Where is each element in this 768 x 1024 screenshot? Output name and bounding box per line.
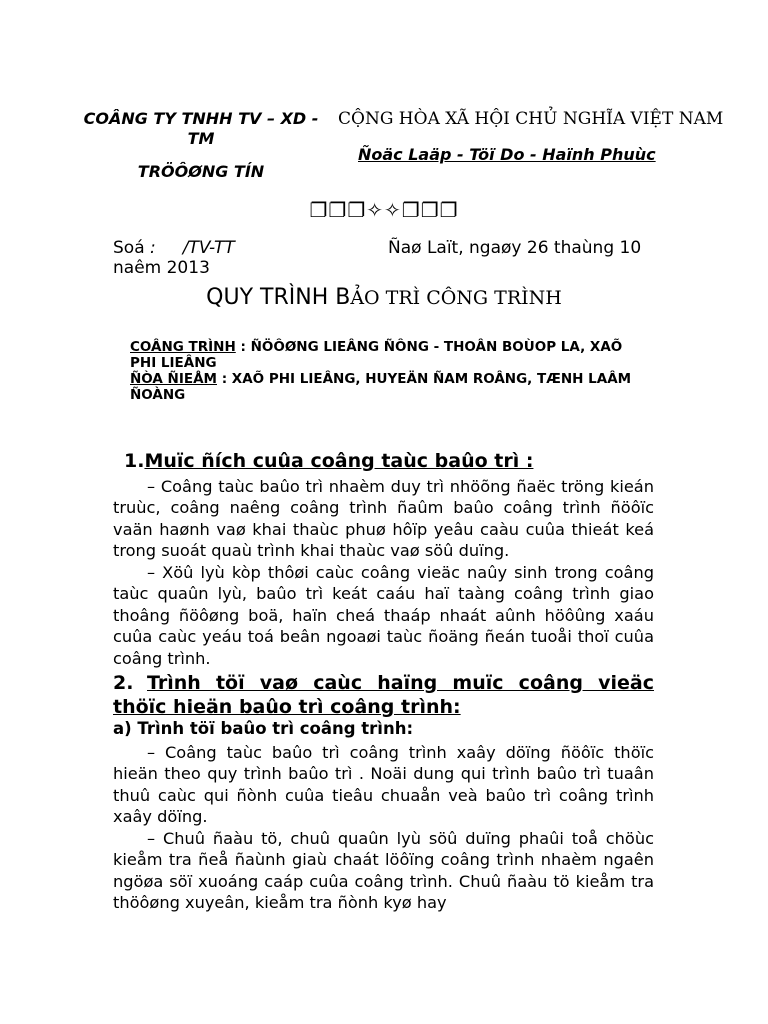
project-info <box>130 339 650 403</box>
republic-title: CỘNG HÒA XÃ HỘI CHỦ NGHĨA VIỆT NAM <box>338 109 724 129</box>
company-name-line1: COÂNG TY TNHH TV – XD - TM <box>83 109 319 148</box>
document-title-part2: ẢO TRÌ CÔNG TRÌNH <box>350 287 562 309</box>
section1-paragraph2 <box>113 562 654 669</box>
section1-paragraph1 <box>113 476 654 562</box>
company-name-line2: TRÖÔØNG TÍN <box>137 162 265 181</box>
project-label: COÂNG TRÌNH <box>130 339 236 355</box>
section1-number: 1. <box>124 450 145 472</box>
document-number <box>113 238 235 258</box>
national-motto: Ñoäc Laäp - Töï Do - Haïnh Phuùc <box>358 145 656 164</box>
document-year: naêm 2013 <box>113 258 210 278</box>
project-value: : ÑÖÔØNG LIEÂNG ÑÔNG - THOÂN BOÙOP LA, XAÕ PHI LIEÂNG <box>130 339 623 371</box>
document-title <box>0 284 768 310</box>
section2-paragraph2 <box>113 828 654 914</box>
section2-number: 2. <box>113 672 134 694</box>
section2-paragraph1 <box>113 742 654 828</box>
section1-heading <box>124 450 533 472</box>
location-label: ÑÒA ÑIEÅM <box>130 371 217 387</box>
section2-paragraph1-text: – Coâng taùc baûo trì coâng trình xaây döïng ñöôïc thöïc hieän theo quy trình baûo trì . Noäi dung qui trình baûo trì tuaân thuû caùc qui ñònh cuûa tieâu chuaån veà baûo trì coâng trình xaây döïng. <box>113 743 654 827</box>
document-number-separator: : <box>144 238 156 258</box>
section1-paragraph1-text: – Coâng taùc baûo trì nhaèm duy trì nhöõng ñaëc tröng kieán truùc, coâng naêng coâng trình ñaûm baûo coâng trình ñöôïc vaän haønh vaø khai thaùc phuø hôïp yeâu caàu cuûa thieát keá trong suoát quaù trình khai thaùc vaø söû duïng. <box>113 477 654 561</box>
section2-title: Trình töï vaø caùc haïng muïc coâng vieäc thöïc hieän baûo trì coâng trình: <box>113 672 654 718</box>
ornament-divider: ❐❐❐✧✧❐❐❐ <box>309 198 459 222</box>
document-date: Ñaø Laït, ngaøy 26 thaùng 10 <box>388 238 642 258</box>
document-title-part1: QUY TRÌNH B <box>206 285 351 310</box>
section2-heading <box>113 671 654 719</box>
document-number-label: Soá <box>113 238 145 258</box>
section2-paragraph2-text: – Chuû ñaàu tö, chuû quaûn lyù söû duïng phaûi toå chöùc kieåm tra ñeå ñaùnh giaù chaát löôïng coâng trình nhaèm ngaên ngöøa söï xuoáng caáp cuûa coâng trình. Chuû ñaàu tö kieåm tra thöôøng xuyeân, kieåm tra ñònh kyø hay <box>113 829 654 913</box>
document-number-value: /TV-TT <box>182 238 235 258</box>
location-value: : XAÕ PHI LIEÂNG, HUYEÄN ÑAM ROÂNG, TÆNH LAÂM ÑOÀNG <box>130 371 632 403</box>
project-line <box>130 339 650 371</box>
section1-title: Muïc ñích cuûa coâng taùc baûo trì : <box>144 450 534 472</box>
location-line <box>130 371 650 403</box>
section1-paragraph2-text: – Xöû lyù kòp thôøi caùc coâng vieäc naûy sinh trong coâng taùc quaûn lyù, baûo trì keát caáu haï taàng coâng trình giao thoâng ñöôøng boä, haïn cheá thaáp nhaát aûnh höôûng xaáu cuûa caùc yeáu toá beân ngoaøi taùc ñoäng ñeán tuoåi thoï cuûa coâng trình. <box>113 563 654 668</box>
subsection-a-heading: a) Trình töï baûo trì coâng trình: <box>113 719 414 738</box>
